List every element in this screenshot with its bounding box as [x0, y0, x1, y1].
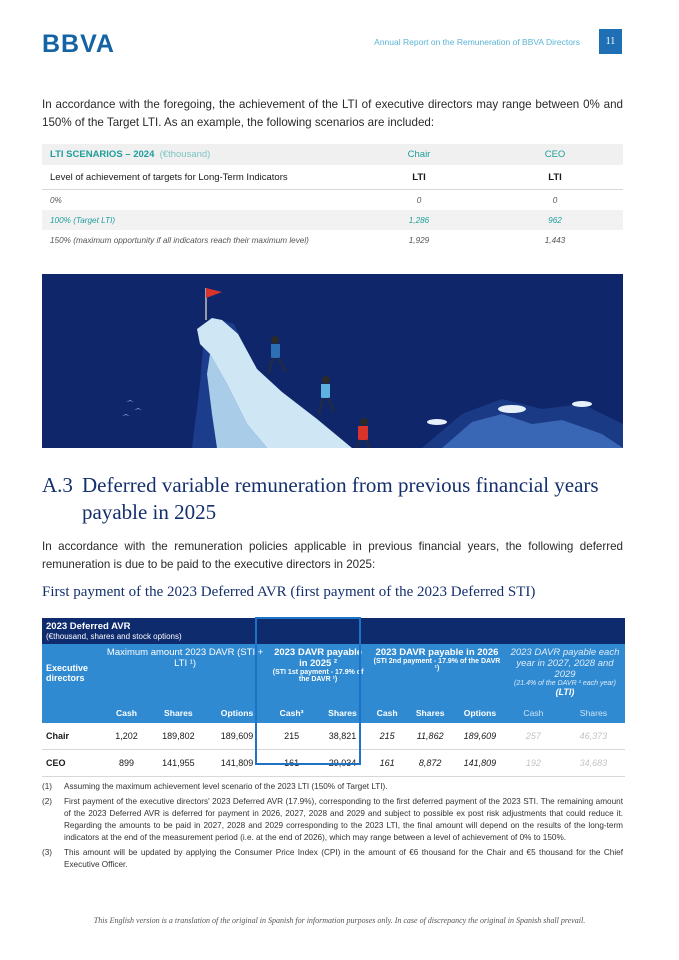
col-ceo: CEO: [487, 144, 623, 165]
col-chair: Chair: [351, 144, 487, 165]
cell: 189,609: [207, 723, 267, 750]
cell: 29,034: [316, 750, 369, 777]
max-amount-header: Maximum amount 2023 DAVR (STI + LTI ¹): [103, 644, 267, 702]
table-row: [42, 190, 623, 211]
sub-label: Level of achievement of targets for Long-Term Indicators: [42, 165, 351, 190]
subheading: First payment of the 2023 Deferred AVR (first payment of the 2023 Deferred STI): [42, 584, 536, 600]
bbva-logo: BBVA: [42, 30, 115, 58]
subcol-header: Cash: [369, 702, 405, 723]
section-heading: [42, 472, 599, 526]
subcol-header: Cash: [505, 702, 562, 723]
cell: 141,955: [150, 750, 207, 777]
cloud-icon: [498, 405, 526, 413]
row-name: CEO: [42, 750, 103, 777]
row-ceo: 0: [552, 195, 558, 205]
footnote: (1) Assuming the maximum achievement level scenario of the 2023 LTI (150% of Target LTI).: [42, 782, 388, 791]
page-number: 11: [599, 29, 622, 54]
row-label: 150% (maximum opportunity if all indicators reach their maximum level): [50, 235, 309, 245]
section-number: A.3: [42, 473, 73, 497]
highlight-2025-column: [255, 617, 361, 765]
subcol-header: Shares: [316, 702, 369, 723]
cell: 215: [369, 723, 405, 750]
section-paragraph: In accordance with the remuneration policies applicable in previous financial years, the following deferred remuneration is due to be paid to the executive directors in 2025:: [42, 540, 623, 571]
cell: 161: [267, 750, 316, 777]
row-chair: 1,929: [408, 235, 430, 245]
section-title-line1: Deferred variable remuneration from previous financial years: [82, 473, 599, 497]
cell: 899: [103, 750, 150, 777]
footnotes: [42, 781, 623, 874]
sub-ceo: LTI: [487, 165, 623, 190]
footnote: (3) This amount will be updated by applying the Consumer Price Index (CPI) in the amount of €6 thousand for the Chair and €5 thousand for the Chief Executive Officer.: [42, 848, 623, 869]
payable-2026-header: 2023 DAVR payable in 2026 (STI 2nd payment - 17.9% of the DAVR ¹): [369, 644, 505, 702]
exec-directors-label: Executive directors: [42, 644, 103, 702]
subcol-header: Cash³: [267, 702, 316, 723]
section-title-line2: payable in 2025: [82, 500, 217, 524]
intro-paragraph: In accordance with the foregoing, the achievement of the LTI of executive directors may range between 0% and 150% of the Target LTI. As an example, the following scenarios are included:: [42, 98, 623, 129]
footer-disclaimer: This English version is a translation of the original in Spanish for information purposes only. In case of discrepancy the original in Spanish shall prevail.: [93, 916, 586, 925]
subcol-header: Options: [455, 702, 505, 723]
row-label: 0%: [50, 195, 62, 205]
subcol-header: Options: [207, 702, 267, 723]
cell: 192: [505, 750, 562, 777]
cell: 189,802: [150, 723, 207, 750]
payable-2025-header: 2023 DAVR payable in 2025 ² (STI 1st payment - 17.9% of the DAVR ¹): [267, 644, 369, 702]
mountain-illustration-svg: [42, 274, 623, 448]
cell: 8,872: [405, 750, 455, 777]
cell: 141,809: [455, 750, 505, 777]
row-chair: 0: [416, 195, 422, 205]
subcol-header: Shares: [405, 702, 455, 723]
mountain-climbers-illustration: [42, 274, 623, 448]
cell: 11,862: [405, 723, 455, 750]
sub-chair: LTI: [351, 165, 487, 190]
lti-scenarios-table: [42, 144, 623, 250]
cloud-icon: [427, 419, 447, 425]
row-ceo: 962: [487, 210, 623, 230]
cell: 1,202: [103, 723, 150, 750]
row-label: 100% (Target LTI): [42, 210, 351, 230]
footnote: (2) First payment of the executive directors' 2023 Deferred AVR (17.9%), corresponding to the first deferred payment of the 2023 STI. The remaining amount of the 2023 Deferred AVR is deferred for payment in 2026, 2027, 2028 and 2029 and subject to possible ex post risk adjustments that could reduce it. Regarding the amounts to be paid in 2027, 2028 and 2029 corresponding to the 2023 LTI, the final amount will depend on the results of the long-term indicators at the end of the measurement period (i.e. at the end of 2026), which may range between a level of achievement of 0% to 150%.: [42, 797, 623, 842]
row-ceo: 1,443: [544, 235, 566, 245]
subcol-header: Shares: [562, 702, 625, 723]
row-name: Chair: [42, 723, 103, 750]
document-title: Annual Report on the Remuneration of BBVA Directors: [374, 37, 580, 47]
cell: 215: [267, 723, 316, 750]
table-row: [42, 210, 623, 230]
lti-table-title: LTI SCENARIOS – 2024 (€thousand): [42, 144, 351, 165]
payable-2027-header: 2023 DAVR payable each year in 2027, 2028 and 2029 (21.4% of the DAVR ¹ each year) (LTI): [505, 644, 625, 702]
subcol-header: Cash: [103, 702, 150, 723]
cloud-icon: [572, 401, 592, 407]
cell: 46,373: [562, 723, 625, 750]
cell: 257: [505, 723, 562, 750]
avr-table-title: 2023 Deferred AVR (€thousand, shares and stock options): [42, 618, 267, 644]
row-chair: 1,286: [351, 210, 487, 230]
cell: 34,683: [562, 750, 625, 777]
cell: 141,809: [207, 750, 267, 777]
subcol-header: Shares: [150, 702, 207, 723]
cell: 189,609: [455, 723, 505, 750]
cell: 38,821: [316, 723, 369, 750]
table-row: [42, 230, 623, 250]
cell: 161: [369, 750, 405, 777]
